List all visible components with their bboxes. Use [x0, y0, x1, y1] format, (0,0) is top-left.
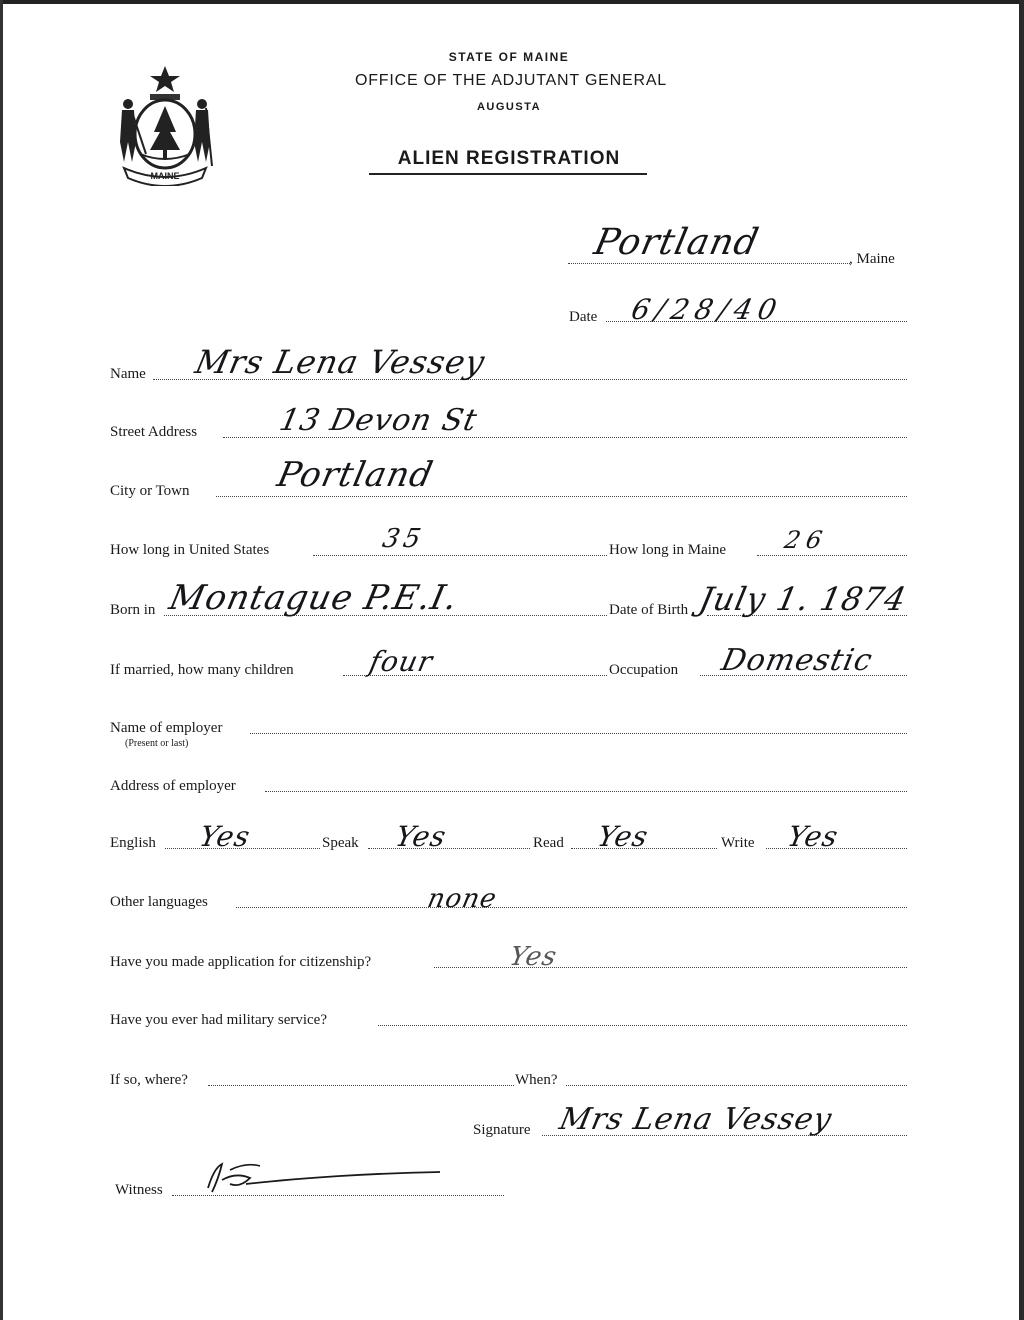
scan-border-left: [0, 0, 3, 1320]
scan-border-top: [0, 0, 1024, 4]
witness-label: Witness: [115, 1182, 163, 1198]
header-state: STATE OF MAINE: [448, 50, 570, 64]
military-label: Have you ever had military service?: [110, 1012, 327, 1028]
date-label: Date: [569, 309, 598, 325]
street-address-label: Street Address: [110, 424, 198, 440]
citizenship-line: [434, 967, 907, 968]
employer-address-line: [265, 791, 907, 792]
employer-address-label: Address of employer: [110, 778, 236, 794]
other-languages-line: [236, 907, 907, 908]
how-long-maine-label: How long in Maine: [609, 542, 727, 558]
signature-label: Signature: [473, 1122, 531, 1138]
how-long-maine-line: [757, 555, 907, 556]
write-value: Yes: [784, 820, 842, 853]
citizenship-value: Yes: [506, 942, 560, 972]
military-line: [378, 1025, 907, 1026]
when-line: [566, 1085, 907, 1086]
other-languages-label: Other languages: [110, 894, 208, 910]
employer-name-label: Name of employer: [110, 720, 223, 736]
english-value: Yes: [196, 820, 254, 853]
city-label: City or Town: [110, 483, 190, 499]
date-of-birth-value: July 1. 1874: [695, 580, 911, 618]
name-label: Name: [110, 366, 146, 382]
title-underline: [369, 173, 647, 175]
how-long-maine-value: 26: [782, 526, 831, 554]
place-value: Portland: [590, 222, 763, 263]
signature-value: Mrs Lena Vessey: [556, 1102, 836, 1137]
how-long-us-line: [313, 555, 607, 556]
born-in-label: Born in: [110, 602, 156, 618]
seal-banner-text: MAINE: [150, 171, 180, 181]
when-label: When?: [515, 1072, 558, 1088]
place-label: , Maine: [849, 251, 895, 267]
children-label: If married, how many children: [110, 662, 294, 678]
street-address-value: 13 Devon St: [276, 403, 481, 438]
date-value: 6/28/40: [628, 293, 786, 326]
born-in-value: Montague P.E.I.: [165, 578, 462, 618]
how-long-us-value: 35: [379, 524, 428, 554]
employer-name-line: [250, 733, 907, 734]
occupation-value: Domestic: [718, 643, 876, 678]
employer-name-sublabel: (Present or last): [125, 738, 189, 749]
header-office: OFFICE OF THE ADJUTANT GENERAL: [354, 72, 668, 89]
citizenship-label: Have you made application for citizenship?: [110, 954, 372, 970]
write-label: Write: [721, 835, 755, 851]
witness-initials-mark: [200, 1158, 450, 1198]
read-value: Yes: [594, 820, 652, 853]
header-city: AUGUSTA: [476, 101, 542, 113]
where-label: If so, where?: [110, 1072, 188, 1088]
speak-label: Speak: [322, 835, 359, 851]
date-of-birth-label: Date of Birth: [609, 602, 689, 618]
english-label: English: [110, 835, 156, 851]
city-line: [216, 496, 907, 497]
where-line: [208, 1085, 514, 1086]
children-value: four: [366, 645, 437, 678]
read-label: Read: [533, 835, 564, 851]
place-line: [568, 263, 850, 264]
form-title: ALIEN REGISTRATION: [397, 148, 621, 169]
scan-border-right: [1019, 0, 1024, 1320]
how-long-us-label: How long in United States: [110, 542, 270, 558]
occupation-label: Occupation: [609, 662, 679, 678]
name-value: Mrs Lena Vessey: [191, 343, 489, 381]
other-languages-value: none: [424, 884, 500, 914]
speak-value: Yes: [392, 820, 450, 853]
city-value: Portland: [273, 455, 437, 495]
